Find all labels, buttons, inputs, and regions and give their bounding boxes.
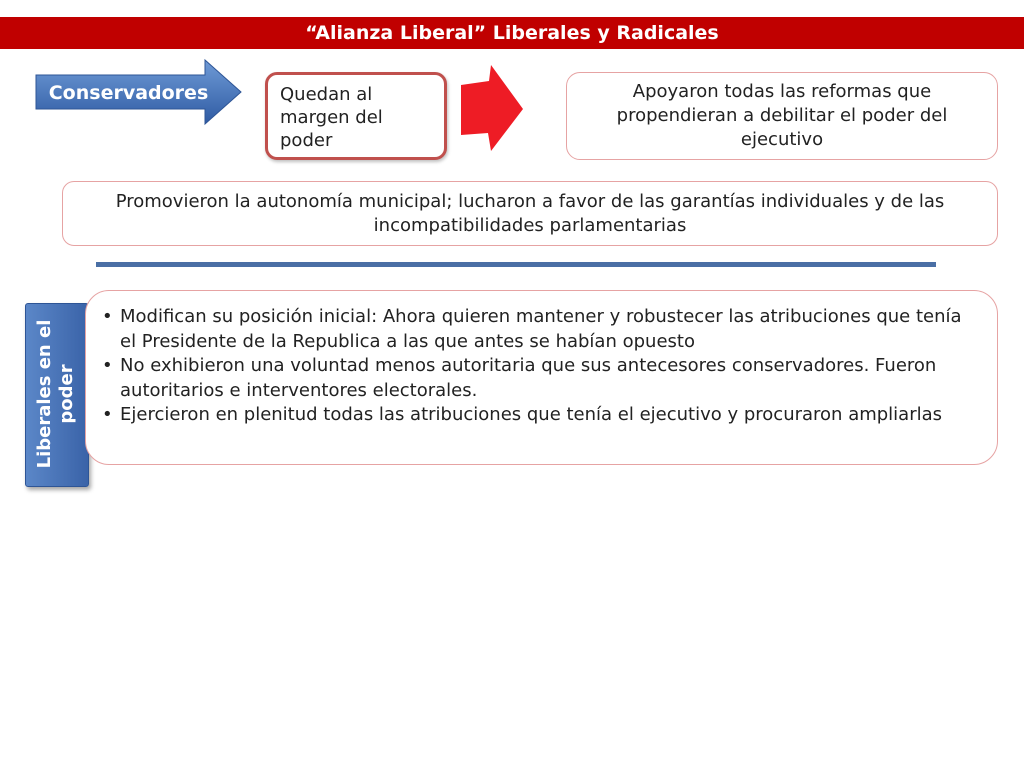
quedan-box: Quedan al margen del poder xyxy=(265,72,447,160)
liberales-bullets-box xyxy=(85,290,998,465)
apoyaron-box: Apoyaron todas las reformas que propendieran a debilitar el poder del ejecutivo xyxy=(566,72,998,160)
bullet-text: Modifican su posición inicial: Ahora quieren mantener y robustecer las atribuciones que tenía el Presidente de la Republica a las que antes se habían opuesto xyxy=(120,306,962,352)
red-arrow xyxy=(459,63,527,153)
bullet-text: No exhibieron una voluntad menos autoritaria que sus antecesores conservadores. Fueron autoritarios e interventores electorales. xyxy=(120,355,937,401)
title-banner: “Alianza Liberal” Liberales y Radicales xyxy=(0,17,1024,49)
liberales-label: Liberales en el poder xyxy=(34,319,77,469)
promovieron-box: Promovieron la autonomía municipal; lucharon a favor de las garantías individuales y de las incompatibilidades parlamentarias xyxy=(62,181,998,246)
bullet-text: Ejercieron en plenitud todas las atribuciones que tenía el ejecutivo y procuraron ampliarlas xyxy=(120,404,943,425)
divider-line xyxy=(96,262,936,267)
conservadores-label: Conservadores xyxy=(48,82,209,104)
bullet-item: • Ejercieron en plenitud todas las atribuciones que tenía el ejecutivo y procuraron ampliarlas xyxy=(102,404,943,425)
bullet-item: • No exhibieron una voluntad menos autoritaria que sus antecesores conservadores. Fueron autoritarios e interventores electorales. xyxy=(102,355,937,401)
bullet-item: • Modifican su posición inicial: Ahora quieren mantener y robustecer las atribuciones que tenía el Presidente de la Republica a las que antes se habían opuesto xyxy=(102,306,962,352)
